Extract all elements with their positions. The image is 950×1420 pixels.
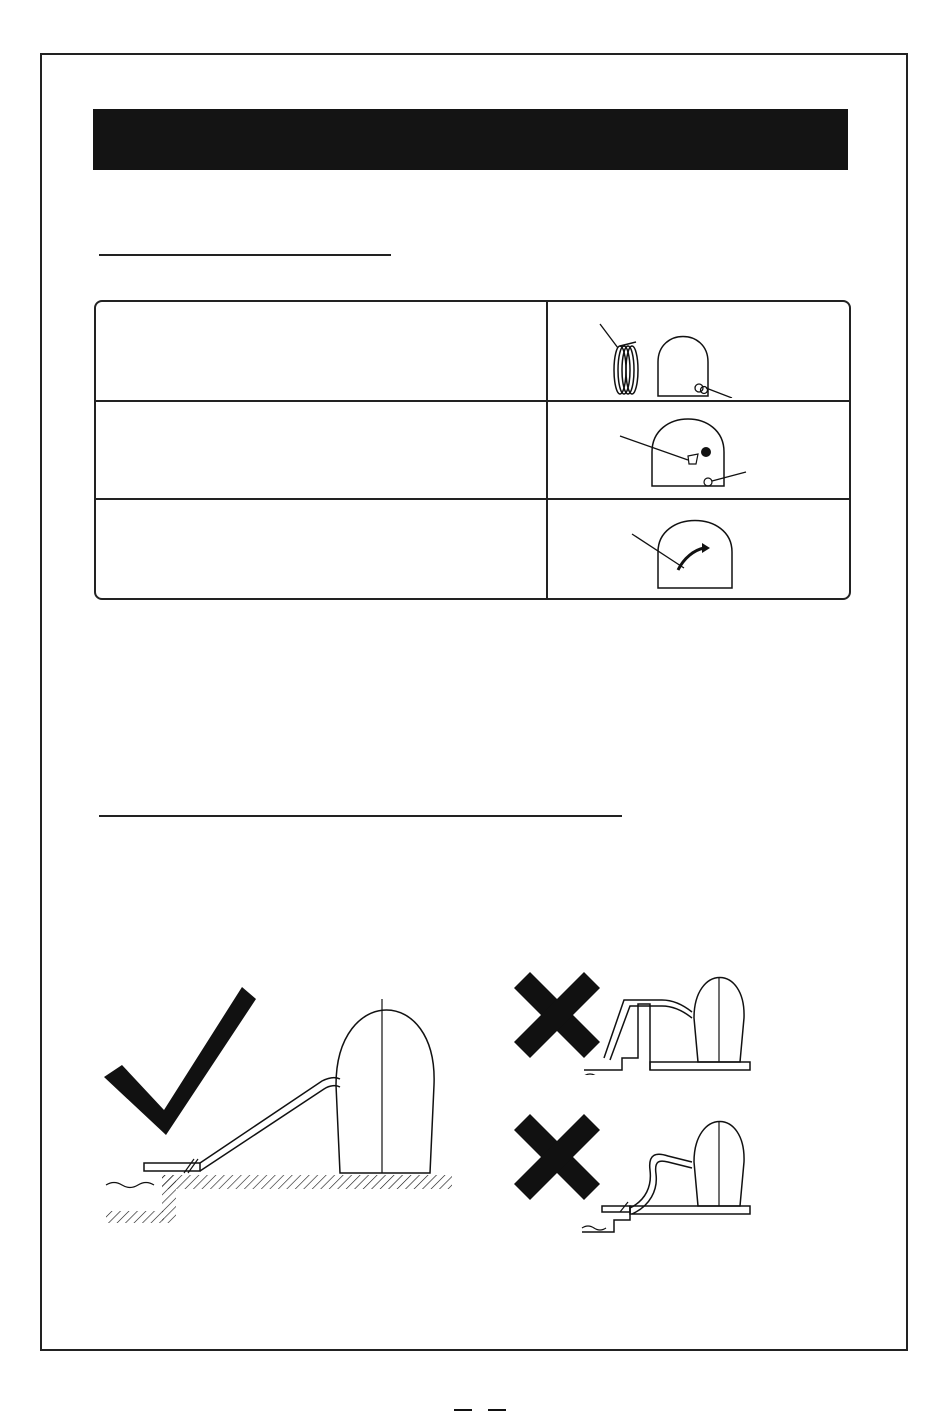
- cross-icon: [514, 972, 600, 1058]
- hose-coil-and-tank-icon: [596, 318, 816, 398]
- subheading-underline-2: [99, 815, 622, 817]
- table-row-divider: [96, 498, 849, 500]
- tank-plug-icon: [616, 406, 816, 496]
- checkmark-icon: [104, 987, 256, 1135]
- table-column-divider: [546, 302, 548, 598]
- page-number-marks: [450, 1400, 510, 1414]
- cross-icon: [514, 1114, 600, 1200]
- correct-setup-illustration: [100, 985, 455, 1225]
- instruction-table: [94, 300, 851, 600]
- table-row-divider: [96, 400, 849, 402]
- subheading-underline-1: [99, 254, 391, 256]
- incorrect-setup-illustration-1: [512, 970, 752, 1075]
- tank-arrow-icon: [626, 508, 796, 594]
- incorrect-setup-illustration-2: [512, 1112, 752, 1237]
- section-title-bar: [93, 109, 848, 170]
